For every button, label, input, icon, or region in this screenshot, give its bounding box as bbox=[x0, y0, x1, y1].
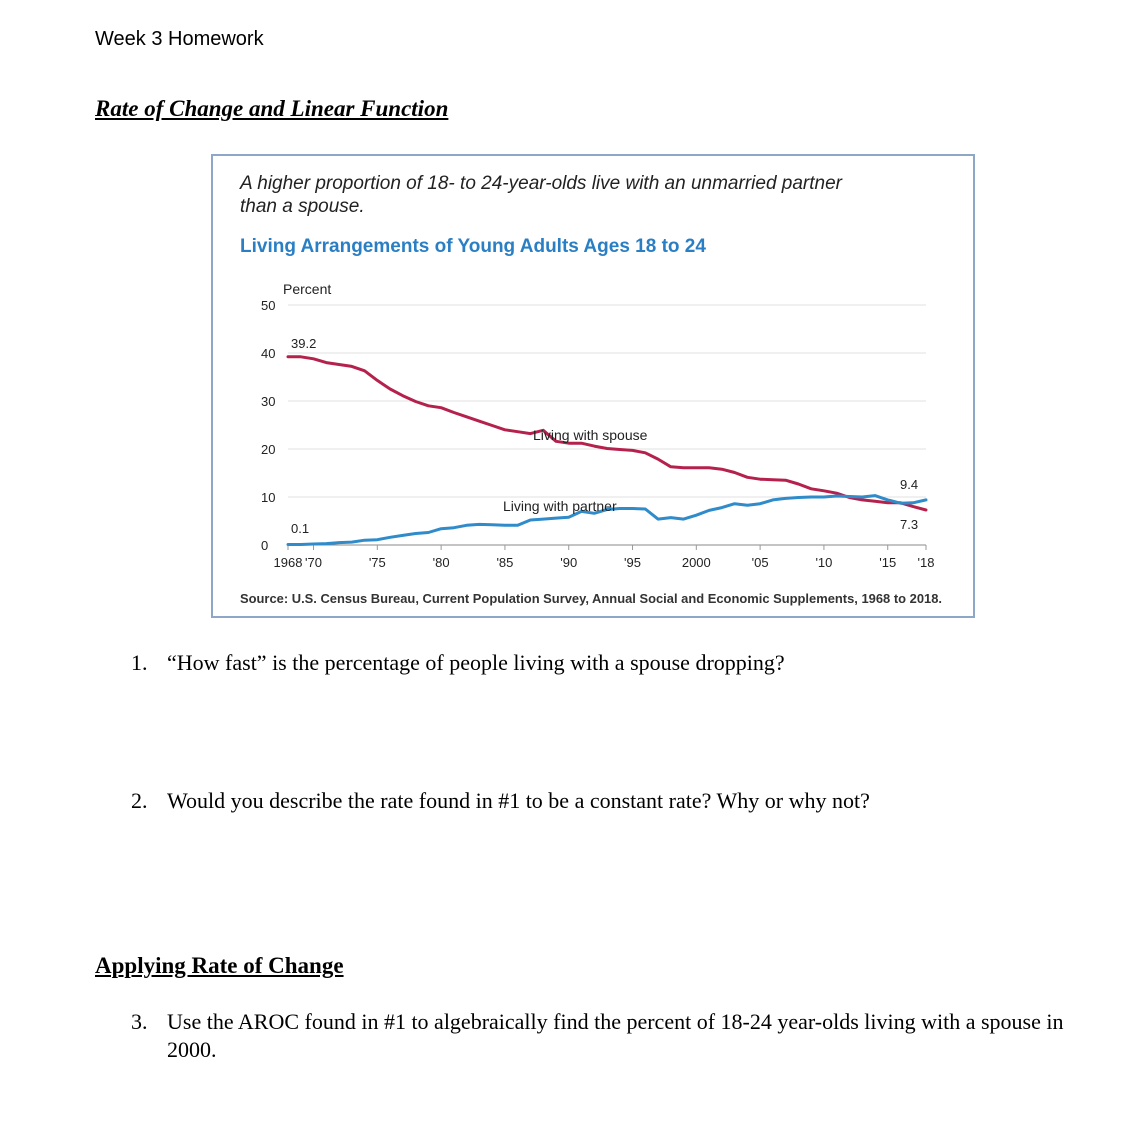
x-tick-label: '05 bbox=[751, 555, 769, 570]
question-number: 1. bbox=[131, 650, 148, 675]
y-tick-label: 30 bbox=[261, 394, 276, 409]
series-layer bbox=[288, 357, 926, 545]
x-tick-label: '10 bbox=[815, 555, 833, 570]
figure-caption-line-2: than a spouse. bbox=[240, 196, 365, 217]
x-tick-label: '18 bbox=[917, 555, 935, 570]
series-label-partner: Living with partner bbox=[503, 498, 617, 514]
y-axis-label: Percent bbox=[283, 281, 332, 297]
series-label-spouse: Living with spouse bbox=[533, 427, 648, 443]
figure-source: Source: U.S. Census Bureau, Current Population Survey, Annual Social and Economic Supplements, 1968 to 2018. bbox=[240, 592, 942, 606]
y-tick-labels bbox=[261, 298, 275, 553]
question-2 bbox=[131, 787, 1067, 815]
question-text: Use the AROC found in #1 to algebraically find the percent of 18-24 year-olds living with a spouse in 2000. bbox=[167, 1009, 1064, 1062]
document-header: Week 3 Homework bbox=[95, 28, 264, 50]
x-tick-label: '15 bbox=[879, 555, 897, 570]
x-tick-label: '90 bbox=[560, 555, 578, 570]
x-tick-label: '75 bbox=[368, 555, 386, 570]
annotation-spouse-end: 7.3 bbox=[900, 517, 919, 532]
chart-figure bbox=[211, 154, 975, 618]
y-tick-label: 40 bbox=[261, 346, 276, 361]
y-tick-label: 20 bbox=[261, 442, 276, 457]
x-tick-label: 1968 bbox=[273, 555, 303, 570]
section-title-applying-rate: Applying Rate of Change bbox=[95, 953, 344, 978]
section-title-rate-of-change: Rate of Change and Linear Function bbox=[95, 96, 449, 121]
question-text: “How fast” is the percentage of people living with a spouse dropping? bbox=[167, 650, 785, 675]
x-tick-label: '80 bbox=[432, 555, 450, 570]
chart-title: Living Arrangements of Young Adults Ages 18 to 24 bbox=[240, 236, 706, 257]
x-tick-label: 2000 bbox=[681, 555, 711, 570]
question-text: Would you describe the rate found in #1 to be a constant rate? Why or why not? bbox=[167, 788, 870, 813]
annotation-partner-end: 9.4 bbox=[900, 477, 919, 492]
x-tick-labels bbox=[274, 545, 935, 570]
x-tick-label: '70 bbox=[305, 555, 322, 570]
question-1 bbox=[131, 649, 1067, 677]
x-tick-label: '85 bbox=[496, 555, 514, 570]
y-tick-label: 10 bbox=[261, 490, 276, 505]
annotation-partner-start: 0.1 bbox=[291, 521, 310, 536]
figure-caption-line-1: A higher proportion of 18- to 24-year-olds live with an unmarried partner bbox=[240, 173, 842, 194]
y-tick-label: 0 bbox=[261, 538, 269, 553]
x-tick-label: '95 bbox=[624, 555, 641, 570]
question-number: 3. bbox=[131, 1009, 148, 1034]
question-number: 2. bbox=[131, 788, 148, 813]
annotation-spouse-start: 39.2 bbox=[291, 336, 317, 351]
y-tick-label: 50 bbox=[261, 298, 276, 313]
chart-svg bbox=[213, 156, 973, 616]
question-3 bbox=[131, 1008, 1067, 1064]
